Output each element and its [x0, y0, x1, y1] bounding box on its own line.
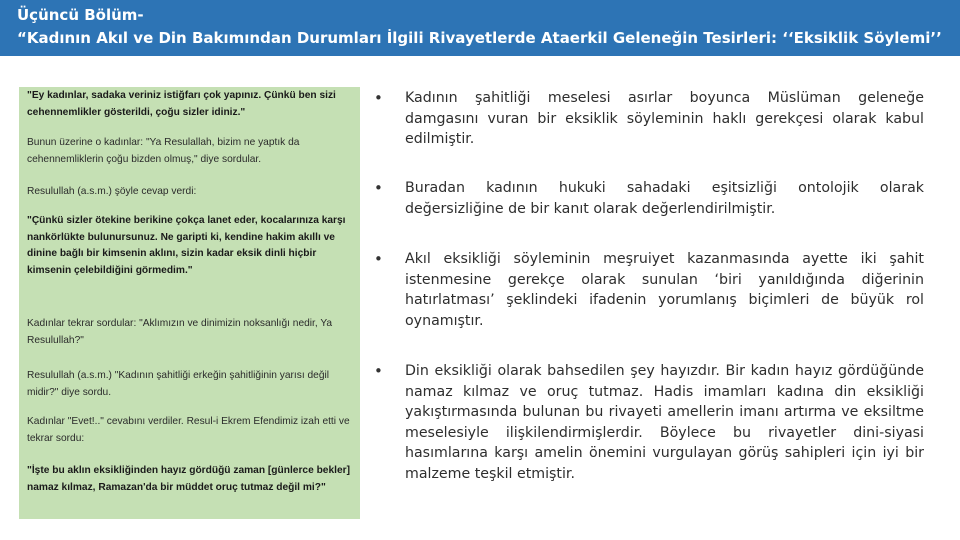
slide-section-title: Üçüncü Bölüm- [17, 6, 144, 24]
slide-title: “Kadının Akıl ve Din Bakımından Durumları İlgili Rivayetlerde Ataerkil Geleneğin Tesirleri: ‘‘Eksiklik Söylemi’’ [17, 29, 942, 47]
quote-answer: "Evet!.." [67, 416, 104, 427]
bullet-marker: • [374, 250, 383, 268]
quote-question: "Kadının şahitliği erkeğin şahitliğinin yarısı değil midir?" [27, 370, 330, 398]
bullet-text: Kadının şahitliği meselesi asırlar boyunca Müslüman geleneğe damgasını vuran bir eksiklik söyleminin haklı gerekçesi olarak kabul edilmiştir. [405, 90, 924, 147]
bullet-text: Buradan kadının hukuki sahadaki eşitsizliği ontolojik olarak değersizliğine de bir kanıt olarak değerlendirilmiştir. [405, 180, 924, 217]
bullet-marker: • [374, 89, 383, 107]
quote-paragraph: Resulullah (a.s.m.) "Kadının şahitliği erkeğin şahitliğinin yarısı değil midir?" diye sordu. [27, 370, 330, 398]
quote-paragraph: Kadınlar "Evet!.." cevabını verdiler. Resul-i Ekrem Efendimiz izah etti ve tekrar sordu: [27, 416, 350, 444]
quote-paragraph: Resulullah (a.s.m.) şöyle cevap verdi: [27, 186, 197, 197]
quote-paragraph: Bunun üzerine o kadınlar: "Ya Resulallah, bizim ne yaptık da cehennemliklerin çoğu bizden olmuş," diye sordular. [27, 137, 300, 165]
quote-paragraph: "Çünkü sizler ötekine berikine çokça lanet eder, kocalarınıza karşı nankörlükte bulunursunuz. Ne garipti ki, kendine hakim akıllı ve dinine bağlı bir kimsenin aklını, sizin kadar eksik dinli hiçbir kimsenin çelebildiğini görmedim." [27, 215, 346, 276]
slide-header [0, 0, 960, 56]
quote-question: "Aklımızın ve dinimizin noksanlığı nedir, Ya Resulullah?" [27, 318, 333, 346]
quote-paragraph: "Ey kadınlar, sadaka veriniz istiğfarı çok yapınız. Çünkü ben sizi cehennemlikler gösterildi, çoğu sizler idiniz." [27, 90, 336, 118]
bullet-text: Akıl eksikliği söyleminin meşruiyet kazanmasında ayette iki şahit istenmesine gerekçe olarak sunulan ‘biri yanıldığında diğerinin hatırlatması’ şeklindeki ifadenin yorumlanış biçimleri de büyük rol oynamıştır. [405, 251, 924, 329]
quote-paragraph: Kadınlar tekrar sordular: "Aklımızın ve dinimizin noksanlığı nedir, Ya Resulullah?" [27, 318, 333, 346]
quote-question: "Ya Resulallah, bizim ne yaptık da cehennemliklerin çoğu bizden olmuş," [27, 137, 300, 165]
hadith-quote-image [19, 87, 360, 519]
quote-paragraph: "İşte bu aklın eksikliğinden hayız gördüğü zaman [günlerce bekler] namaz kılmaz, Ramazan'da bir müddet oruç tutmaz değil mi?" [27, 465, 350, 493]
bullet-marker: • [374, 179, 383, 197]
bullet-text: Din eksikliği olarak bahsedilen şey hayızdır. Bir kadın hayız gördüğünde namaz kılmaz ve oruç tutmaz. Hadis imamları kadına din eksikliği yakıştırmasında bulunan bu rivayeti amellerin imanı artırma ve eksiltme meselesiyle ilişkilendirmişlerdir. Böylece bu rivayetler dini-siyasi hasımlarına karşı amelin önemini vurgulayan görüş sahipleri için iyi bir malzeme teşkil etmiştir. [405, 363, 924, 482]
bullet-marker: • [374, 362, 383, 380]
